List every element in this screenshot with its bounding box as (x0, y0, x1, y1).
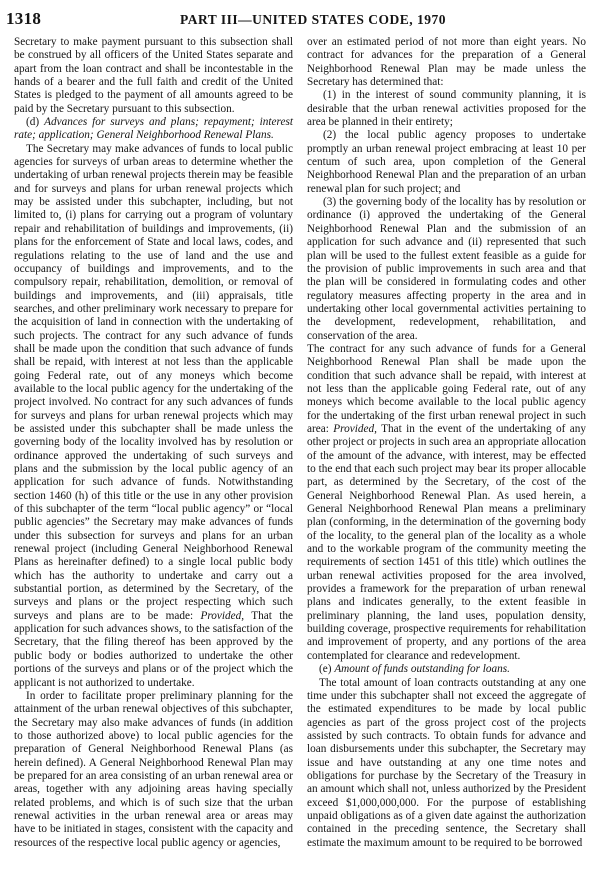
paragraph-text: The contract for any such advance of funds for a General Neighborhood Renewal Plan shall be made upon the condition that such advance shall be repaid, with interest at not less than the applicable going Federal rate, out of any moneys which become available to the local public agency for the undertaking of the first urban renewal project in such area: (307, 342, 586, 435)
subsection-heading (14, 116, 293, 143)
paragraph-text: That the application for such advances shows, to the satisfaction of the Secretary, that the filing thereof has been approved by the public body or bodies authorized to undertake the other portions of the surveys and plans or of the project which the applicant is not authorized to undertake. (14, 609, 293, 689)
paragraph (14, 143, 293, 690)
running-title: PART III—UNITED STATES CODE, 1970 (180, 12, 446, 27)
provided-proviso: Provided, (333, 422, 377, 435)
paragraph: In order to facilitate proper preliminary planning for the attainment of the urban renewal objectives of this subchapter, the Secretary may also make advances of funds (in addition to those authorized above) to local public agencies for the preparation of General Neighborhood Renewal Plans (as herein defined). A General Neighborhood Renewal Plan may be prepared for an area consisting of an urban renewal area or areas, together with any adjoining areas having specially related problems, and which is of such size that the urban renewal activities in the urban renewal area or areas may have to be initiated in stages, consistent with the capacity and resources of the respective local public agency or agencies, (14, 689, 293, 849)
paragraph: over an estimated period of not more than eight years. No contract for advances for the preparation of a General Neighborhood Renewal Plan may be made unless the Secretary has determined that: (307, 36, 586, 89)
subsection-heading (307, 663, 586, 676)
list-item: (1) in the interest of sound community planning, it is desirable that the urban renewal activities proposed for the area be planned in their entirety; (307, 89, 586, 129)
page-number: 1318 (6, 9, 42, 28)
left-column (14, 36, 293, 850)
subsection-label: (e) (319, 663, 332, 676)
list-item: (2) the local public agency proposes to undertake promptly an urban renewal project embracing at least 10 per centum of such area, upon completion of the General Neighborhood Renewal Plan and the preparation of an urban renewal plan for such project; and (307, 129, 586, 195)
provided-proviso: Provided, (200, 609, 245, 622)
list-item: (3) the governing body of the locality has by resolution or ordinance (i) approved the undertaking of the General Neighborhood Renewal Plan and the submission of an application for such advance and (ii) represented that such plan will be used to the fullest extent feasible as a guide for the provision of public improvements in such area and that the plan will be considered in formulating codes and other regulatory measures affecting property in the area and in undertaking other local governmental activities pertaining to the development, redevelopment, rehabilitation, and conservation of the area. (307, 196, 586, 342)
subsection-label: (d) (26, 116, 40, 129)
paragraph-text: That in the event of the undertaking of any other project or projects in such area an appropriate allocation of the amount of the advance, with interest, may be effected to the end that each such project may bear its proper allocable part, as determined by the Secretary, of the cost of the General Neighborhood Renewal Plan. As used herein, a General Neighborhood Renewal Plan means a preliminary plan (conforming, in the determination of the governing body of the locality, to the general plan of the locality as a whole and to the workable program of the community meeting the requirements of section 1451 of this title) which outlines the urban renewal activities proposed for the area involved, provides a framework for the preparation of urban renewal plans and indicates generally, to the extent feasible in preliminary planning, the land uses, population density, building coverage, prospective requirements for rehabilitation and improvement of property, and any portions of the area contemplated for clearance and redevelopment. (307, 422, 587, 662)
paragraph: The total amount of loan contracts outstanding at any one time under this subchapter shall not exceed the aggregate of the estimated expenditures to be made by local public agencies as part of the gross project cost of the projects assisted by such contracts. To obtain funds for advance and loan disbursements under this subchapter, the Secretary may issue and have outstanding at any one time notes and obligations for purchase by the Secretary of the Treasury in an amount which shall not, unless authorized by the President exceed $1,000,000,000. For the purpose of establishing unpaid obligations as of a given date against the authorization contained in the preceding sentence, the Secretary shall estimate the maximum amount to be required to be borrowed (307, 676, 586, 849)
paragraph: Secretary to make payment pursuant to this subsection shall be construed by all officers of the United States separate and apart from the loan contract and shall be incontestable in the hands of a bearer and the full faith and credit of the United States is pledged to the payment of all amounts agreed to be paid by the Secretary pursuant to this subsection. (14, 36, 293, 115)
subsection-title: Advances for surveys and plans; repayment; interest rate; application; General Neighborhood Renewal Plans. (14, 116, 293, 142)
paragraph (307, 343, 586, 663)
page-header (6, 9, 590, 29)
document-page (6, 0, 590, 896)
subsection-title: Amount of funds outstanding for loans. (334, 663, 510, 676)
right-column (307, 36, 586, 850)
paragraph-text: The Secretary may make advances of funds to local public agencies for surveys of urban areas to determine whether the undertaking of urban renewal projects therein may be feasible and for surveys and plans for urban renewal projects which may be assisted under this subchapter, including, but not limited to, (i) plans for carrying out a program of voluntary repair and rehabilitation of buildings and improvements, (ii) plans for the enforcement of State and local laws, codes, and regulations relating to the use of land and the use and occupancy of buildings and improvements, and to the compulsory repair, rehabilitation, demolition, or removal of buildings and improvements, and (iii) appraisals, title searches, and other preliminary work necessary to prepare for the acquisition of land in connection with the undertaking of such projects. The contract for any such advance of funds shall be made upon the condition that such advance of funds shall be repaid, with interest at not less than the applicable going Federal rate, out of any moneys which become available to the local public agency for the undertaking of the project involved. No contract for any such advances of funds for surveys and plans for urban renewal projects which may be assisted under this subchapter shall be made unless the governing body of the locality involved has by resolution or ordinance approved the undertaking of such surveys and plans and the submission by the local public agency of an application for such advance of funds. Notwithstanding section 1460 (h) of this title or the use in any other provision of this subchapter of the term “local public agency” or “local public agencies” the Secretary may make advances of funds under this subsection for surveys and plans for an urban renewal project (including General Neighborhood Renewal Plans as hereinafter defined) to a single local public body which has the authority to undertake and carry out a substantial portion, as determined by the Secretary, of the surveys and plans or the project respecting which such surveys and plans are to be made: (14, 142, 293, 622)
